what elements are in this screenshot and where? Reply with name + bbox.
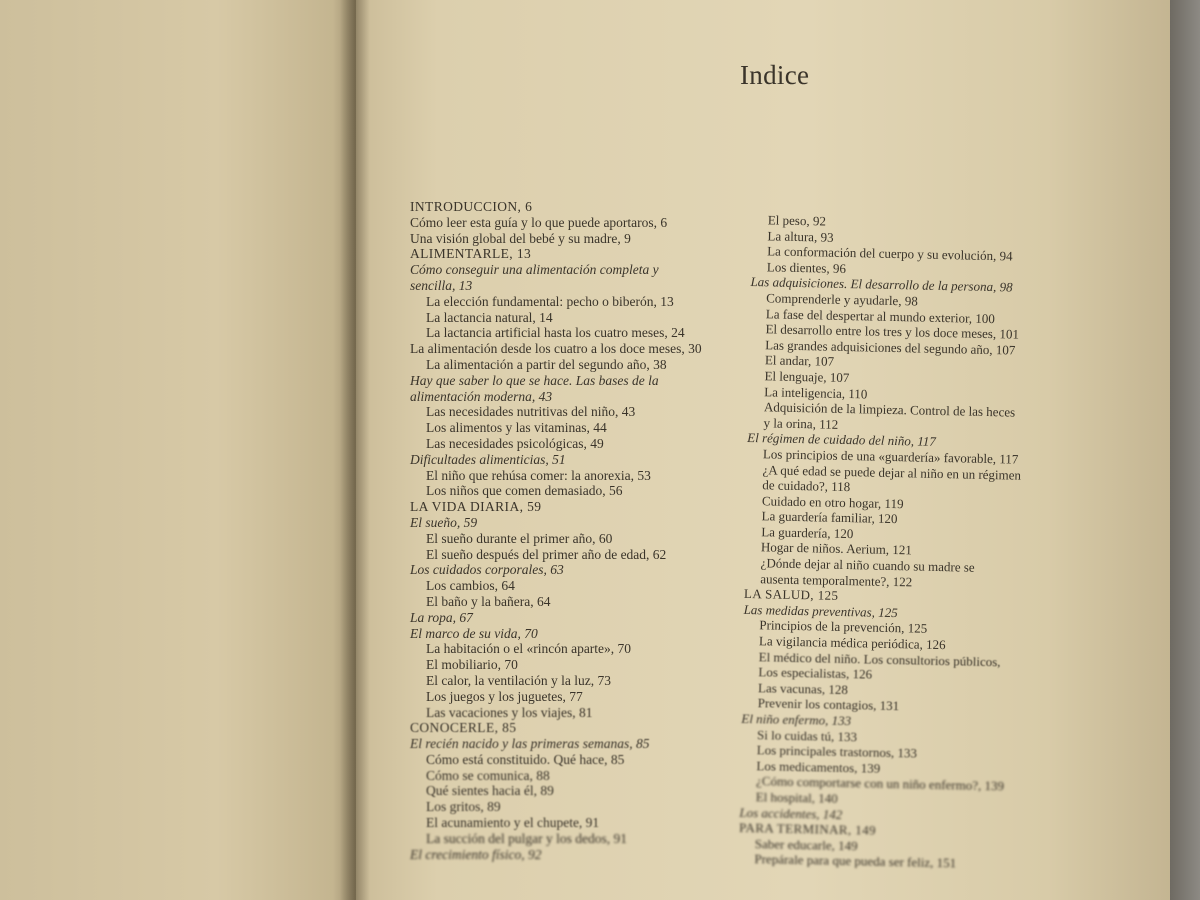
toc-entry: Comprenderle y ayudarle, 98 (766, 290, 918, 309)
toc-entry: La habitación o el «rincón aparte», 70 (426, 641, 632, 657)
toc-entry: alimentación moderna, 43 (410, 388, 553, 404)
toc-entry: La guardería familiar, 120 (761, 508, 898, 527)
toc-entry: La altura, 93 (767, 227, 834, 245)
toc-entry: Los medicamentos, 139 (756, 757, 881, 776)
toc-entry: INTRODUCCION, 6 (410, 199, 533, 214)
toc-entry: La succión del pulgar y los dedos, 91 (426, 830, 627, 846)
toc-entry: La elección fundamental: pecho o biberón, 13 (426, 293, 674, 309)
toc-entry: Los juegos y los juguetes, 77 (426, 688, 583, 704)
toc-entry: de cuidado?, 118 (762, 477, 851, 495)
toc-entry: Cómo está constituido. Qué hace, 85 (426, 751, 625, 767)
toc-entry: Principios de la prevención, 125 (759, 617, 928, 637)
toc-entry: El marco de su vida, 70 (410, 625, 538, 641)
toc-entry: Saber educarle, 149 (754, 835, 858, 854)
page-title: Indice (740, 60, 810, 90)
toc-entry: El médico del niño. Los consultorios públicos, (758, 648, 1001, 669)
toc-entry: Cuidado en otro hogar, 119 (761, 492, 904, 511)
toc-entry: Los alimentos y las vitaminas, 44 (426, 420, 607, 436)
toc-entry: Los niños que comen demasiado, 56 (426, 483, 623, 499)
book-gutter (340, 0, 370, 900)
toc-entry: Hogar de niños. Aerium, 121 (760, 539, 913, 558)
toc-entry: La alimentación a partir del segundo año, 38 (426, 356, 667, 372)
toc-entry: El calor, la ventilación y la luz, 73 (426, 672, 612, 688)
toc-entry: La lactancia natural, 14 (426, 309, 553, 325)
toc-entry: ¿Dónde dejar al niño cuando su madre se (760, 555, 975, 575)
toc-entry: El hospital, 140 (755, 789, 838, 806)
toc-entry: El niño que rehúsa comer: la anorexia, 53 (426, 467, 651, 483)
toc-entry: El mobiliario, 70 (426, 657, 518, 673)
toc-entry: Cómo conseguir una alimentación completa y (410, 262, 659, 278)
toc-entry: Qué sientes hacia él, 89 (426, 783, 554, 799)
toc-entry: El crecimiento físico, 92 (410, 846, 542, 862)
toc-entry: Las grandes adquisiciones del segundo año, 107 (765, 337, 1016, 358)
toc-entry: La guardería, 120 (761, 524, 854, 542)
toc-entry: CONOCERLE, 85 (410, 720, 517, 736)
toc-entry: El peso, 92 (767, 212, 827, 229)
toc-entry: Las vacaciones y los viajes, 81 (426, 704, 593, 720)
toc-entry: Los especialistas, 126 (758, 664, 873, 682)
toc-entry: El sueño, 59 (410, 514, 478, 530)
toc-entry: sencilla, 13 (410, 277, 473, 293)
toc-entry: ¿A qué edad se puede dejar al niño en un régimen (762, 461, 1022, 483)
toc-entry: Cómo leer esta guía y lo que puede aportaros, 6 (410, 214, 668, 230)
toc-left-column (410, 199, 702, 862)
toc-entry: El régimen de cuidado del niño, 117 (747, 430, 936, 450)
toc-entry: ALIMENTARLE, 13 (410, 246, 532, 262)
toc-entry: Cómo se comunica, 88 (426, 767, 550, 783)
toc-entry: PARA TERMINAR, 149 (738, 820, 877, 838)
toc-entry: Prevenir los contagios, 131 (757, 695, 900, 714)
toc-entry: Los accidentes, 142 (739, 804, 843, 822)
toc-entry: La vigilancia médica periódica, 126 (758, 633, 946, 653)
page-edge (1170, 0, 1200, 900)
toc-entry: El niño enfermo, 133 (741, 710, 852, 729)
toc-entry: El baño y la bañera, 64 (426, 593, 551, 609)
toc-entry: Las necesidades psicológicas, 49 (426, 435, 604, 451)
toc-entry: La conformación del cuerpo y su evolución, 94 (767, 243, 1013, 264)
toc-entry: La ropa, 67 (410, 609, 473, 625)
toc-entry: La lactancia artificial hasta los cuatro meses, 24 (426, 325, 685, 341)
toc-entry: El sueño durante el primer año, 60 (426, 530, 613, 546)
toc-entry: Los cuidados corporales, 63 (410, 562, 564, 578)
toc-entry: Las medidas preventivas, 125 (743, 601, 898, 620)
toc-entry: Hay que saber lo que se hace. Las bases de la (410, 372, 659, 388)
toc-entry: LA SALUD, 125 (743, 586, 839, 604)
toc-entry: Dificultades alimenticias, 51 (410, 451, 566, 467)
left-page (0, 0, 362, 900)
toc-entry: Los cambios, 64 (426, 578, 515, 594)
toc-entry: Los principios de una «guardería» favorable, 117 (762, 446, 1019, 467)
toc-entry: El recién nacido y las primeras semanas, 85 (410, 736, 650, 752)
toc-entry: Las adquisiciones. El desarrollo de la persona, 98 (750, 274, 1013, 295)
toc-entry: Si lo cuidas tú, 133 (756, 726, 858, 744)
toc-entry: El acunamiento y el chupete, 91 (426, 815, 600, 831)
toc-entry: y la orina, 112 (763, 415, 839, 432)
toc-entry: LA VIDA DIARIA, 59 (410, 499, 542, 515)
toc-entry: El andar, 107 (764, 352, 835, 370)
toc-entry: El desarrollo entre los tres y los doce meses, 101 (765, 321, 1020, 342)
toc-entry: ausenta temporalmente?, 122 (760, 570, 913, 590)
toc-entry: Una visión global del bebé y su madre, 9 (410, 230, 631, 246)
toc-entry: El lenguaje, 107 (764, 368, 850, 386)
toc-entry: La inteligencia, 110 (764, 383, 868, 401)
toc-entry: La alimentación desde los cuatro a los doce meses, 30 (410, 341, 702, 357)
toc-entry: El sueño después del primer año de edad, 62 (426, 546, 667, 562)
toc-entry: La fase del despertar al mundo exterior, 100 (765, 305, 996, 326)
toc-entry: Prepárale para que pueda ser feliz, 151 (754, 851, 957, 871)
toc-entry: Los gritos, 89 (426, 799, 501, 815)
toc-entry: Las vacunas, 128 (757, 680, 849, 697)
toc-entry: Los dientes, 96 (766, 259, 847, 276)
toc-entry: ¿Cómo comportarse con un niño enfermo?, 139 (755, 773, 1005, 794)
toc-entry: Las necesidades nutritivas del niño, 43 (426, 404, 636, 420)
toc-entry: Adquisición de la limpieza. Control de las heces (763, 399, 1016, 420)
toc-entry: Los principales trastornos, 133 (756, 742, 918, 761)
toc-right-column (738, 212, 1026, 873)
